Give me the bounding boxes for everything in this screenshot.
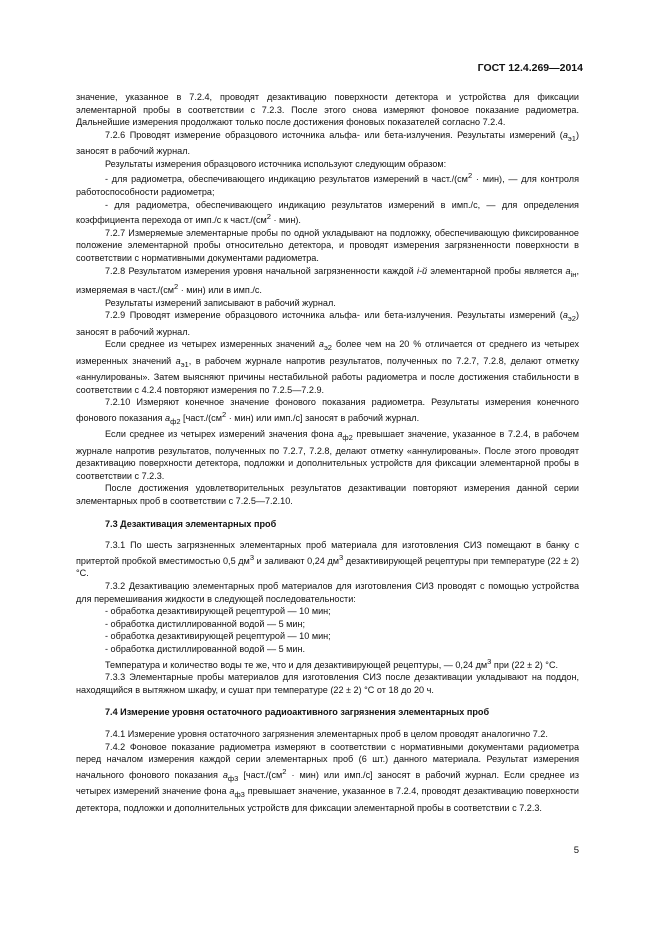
standard-header: ГОСТ 12.4.269—2014 — [477, 62, 583, 74]
paragraph: Если среднее из четырех измерений значения фона $a_{ф2}$ превышает значение, указанное в 7.2.4, в рабочем журнале напротив результатов, полученных по 7.2.7, 7.2.8, делают отметку «аннулированы». После этого проводят дезактивацию поверхности детектора, подложки и дополнительных устройств для фиксации элементарной пробы в соответствии с 7.2.3. — [76, 429, 579, 481]
paragraph: значение, указанное в 7.2.4, проводят дезактивацию поверхности детектора и устройства для фиксации элементарной пробы в соответствии с 7.2.3. После этого снова измеряют фоновое показание радиометра. Дальнейшие измерения продолжают только после достижения фоновых показателей согласно 7.2.4. — [76, 92, 579, 128]
paragraph-7-4-1: 7.4.1 Измерение уровня остаточного загрязнения элементарных проб в целом проводят аналогично 7.2. — [105, 729, 548, 739]
paragraph-7-3-3: 7.3.3 Элементарные пробы материалов для изготовления СИЗ после дезактивации укладывают на поддон, находящийся в вытяжном шкафу, и сушат при температуре (22 ± 2) °С от 18 до 20 ч. — [76, 672, 579, 695]
list-item: - обработка дезактивирующей рецептурой — 10 мин; — [105, 631, 331, 642]
paragraph-7-3-2: 7.3.2 Дезактивацию элементарных проб материалов для изготовления СИЗ проводят с помощью устройства для перемешивания жидкости в следующей последовательности: — [76, 581, 579, 604]
paragraph-7-2-9: 7.2.9 Проводят измерение образцового источника альфа- или бета-излучения. Результаты измерений $(a_{э2})$ заносят в рабочий журнал. — [76, 310, 579, 337]
list-item: - обработка дезактивирующей рецептурой — 10 мин; — [105, 606, 331, 617]
list-item: - для радиометра, обеспечивающего индикацию результатов измерений в имп./с, — для определения коэффициента перехода от имп./с к $част./(см^2 \cdot мин)$. — [76, 199, 579, 226]
page-content — [76, 91, 579, 814]
paragraph-7-2-8: 7.2.8 Результатом измерения уровня начальной загрязненности каждой i-й элементарной пробы является $a_{iн}$, измеряемая в $част./(см^2 \cdot мин)$ или в имп./с. — [76, 265, 579, 296]
paragraph-7-3-1: 7.3.1 По шесть загрязненных элементарных проб материала для изготовления СИЗ помещают в банку с притертой пробкой вместимостью 0,5 $дм^3$ и заливают 0,24 $дм^3$ дезактивирующей рецептуры при температуре (22 ± 2) °С. — [76, 540, 579, 579]
paragraph: Результаты измерения образцового источника используют следующим образом: — [105, 158, 447, 169]
paragraph-7-2-10: 7.2.10 Измеряют конечное значение фонового показания радиометра. Результаты измерения конечного фонового показания $a_{ф2}$ [$част./(см^2 \cdot мин)$ или имп./с] заносят в рабочий журнал. — [76, 397, 579, 426]
paragraph: Результаты измерений записывают в рабочий журнал. — [105, 297, 336, 308]
list-item: - обработка дистиллированной водой — 5 мин; — [105, 618, 306, 629]
list-item: - для радиометра, обеспечивающего индикацию результатов измерений в $част./(см^2 \cdot мин)$, — для контроля работоспособности радиометра; — [76, 171, 579, 197]
paragraph-7-4-2: 7.4.2 Фоновое показание радиометра измеряют в соответствии с нормативными документами радиометра перед началом измерения каждой серии элементарных проб (6 шт.) данного материала. Результат измерения начального фонового показания $a_{ф3}$ [$част./(см^2 \cdot мин)$ или имп./с] заносят в рабочий журнал. Если среднее из четырех измерений значение фона $a_{ф3}$ превышает значение, указанное в 7.2.4, проводят дезактивацию поверхности детектора, подложки и дополнительных устройств для фиксации элементарной пробы в соответствии с 7.2.3. — [76, 741, 579, 813]
section-heading-7-4: 7.4 Измерение уровня остаточного радиоактивного загрязнения элементарных проб — [105, 707, 490, 718]
section-heading-7-3: 7.3 Дезактивация элементарных проб — [105, 518, 277, 529]
paragraph: Если среднее из четырех измеренных значений $a_{э2}$ более чем на 20 % отличается от среднего из четырех измеренных значений $a_{э1}$, в рабочем журнале напротив результатов, полученных по 7.2.7, 7.2.8, делают отметку «аннулированы». Затем выясняют причины нестабильной работы радиометра и после достижения стабильности в соответствии с 4.2.4 повторяют измерения по 7.2.5—7.2.9. — [76, 339, 579, 395]
list-item: - обработка дистиллированной водой — 5 мин. — [105, 644, 306, 654]
paragraph-7-2-7: 7.2.7 Измеряемые элементарные пробы по одной укладывают на подложку, обеспечивающую фиксированное положение элементарной пробы относительно детектора, и проводят измерения загрязненности поверхности в соответствии с нормативными документами радиометра. — [76, 227, 579, 263]
paragraph: Температура и количество воды те же, что и для дезактивирующей рецептуры, — 0,24 $дм^3$ при (22 ± 2) °С. — [105, 656, 559, 670]
page-number: 5 — [573, 845, 579, 856]
paragraph-7-2-6: 7.2.6 Проводят измерение образцового источника альфа- или бета-излучения. Результаты измерений $(a_{э1})$ заносят в рабочий журнал. — [76, 129, 579, 157]
paragraph: После достижения удовлетворительных результатов дезактивации повторяют измерения данной серии элементарных проб в соответствии с 7.2.5—7.2.10. — [76, 483, 579, 507]
